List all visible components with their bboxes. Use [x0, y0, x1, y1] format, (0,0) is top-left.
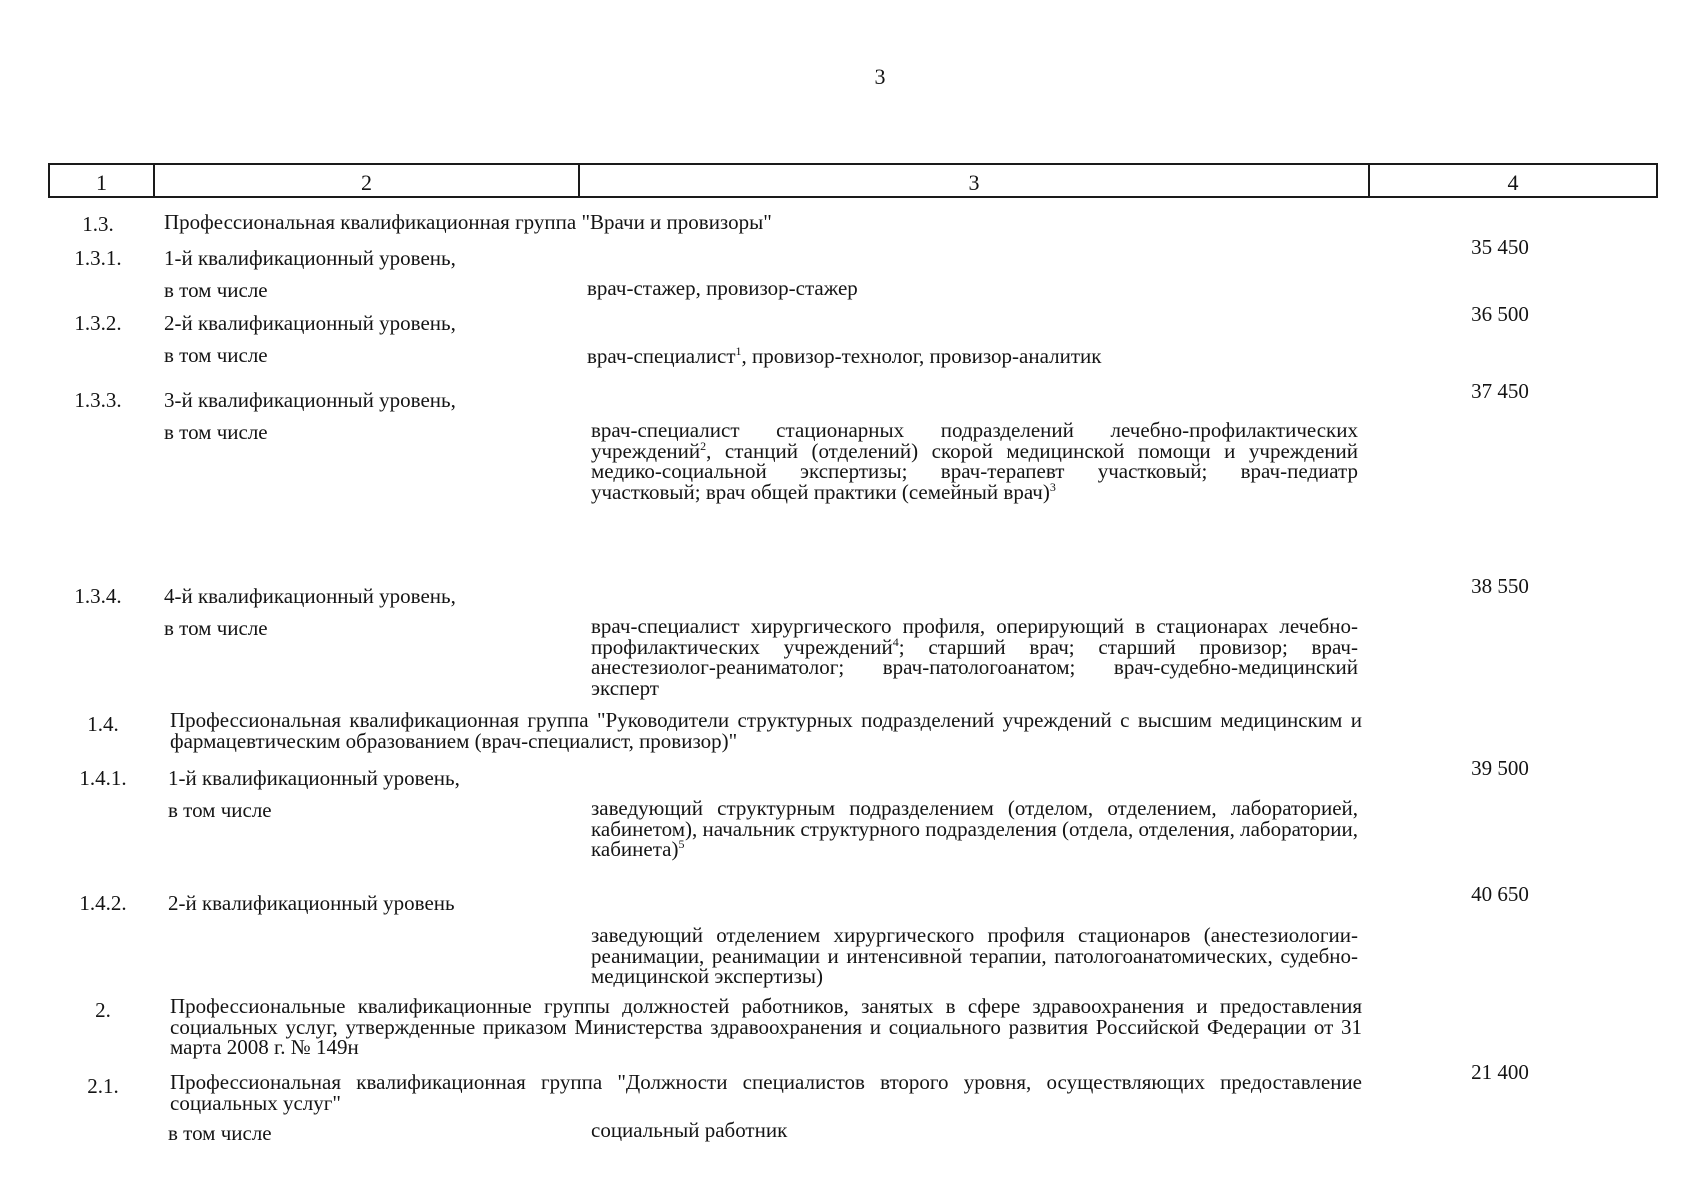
salary-value: 36 500 — [1471, 302, 1529, 326]
level-positions: социальный работник — [591, 1118, 788, 1142]
level-positions: врач-специалист$^1$, провизор-технолог, провизор-аналитик — [587, 344, 1102, 368]
salary-value: 35 450 — [1471, 235, 1529, 259]
level-positions: заведующий отделением хирургического профиля стационаров (анестезиологии-реанимации, реанимации и интенсивной терапии, патологоанатомических, судебно-медицинской экспертизы) — [591, 923, 1358, 989]
row-number: 1.3. — [82, 212, 114, 236]
group-title: Профессиональная квалификационная группа "Должности специалистов второго уровня, осуществляющих предоставление социальных услуг" — [170, 1070, 1362, 1115]
header-col-3: 3 — [580, 165, 1370, 196]
salary-value: 39 500 — [1471, 756, 1529, 780]
level-title: 2-й квалификационный уровень, — [164, 311, 456, 335]
level-positions: врач-специалист стационарных подразделений лечебно-профилактических учреждений$^2$, станций (отделений) скорой медицинской помощи и учреждений медико-социальной экспертизы; врач-терапевт участковый; врач-педиатр участковый; врач общей практики (семейный врач)$^3$ — [591, 418, 1358, 504]
row-number: 2.1. — [87, 1074, 119, 1098]
salary-value: 21 400 — [1471, 1060, 1529, 1084]
group-title: Профессиональная квалификационная группа "Врачи и провизоры" — [164, 210, 772, 234]
level-title: 3-й квалификационный уровень, — [164, 388, 456, 412]
row-number: 1.3.3. — [74, 388, 122, 412]
salary-value: 38 550 — [1471, 574, 1529, 598]
level-sub: в том числе — [168, 1121, 272, 1145]
level-sub: в том числе — [164, 420, 268, 444]
group-title: Профессиональная квалификационная группа "Руководители структурных подразделений учреждений с высшим медицинским и фармацевтическим образованием (врач-специалист, провизор)" — [170, 708, 1362, 753]
level-positions: врач-специалист хирургического профиля, оперирующий в стационарах лечебно-профилактических учреждений$^4$; старший врач; старший провизор; врач-анестезиолог-реаниматолог; врач-патологоанатом; врач-судебно-медицинский эксперт — [591, 614, 1358, 700]
row-number: 1.4.1. — [79, 766, 127, 790]
row-number: 1.3.1. — [74, 246, 122, 270]
table-header — [48, 163, 1658, 198]
level-sub: в том числе — [164, 343, 268, 367]
level-sub: в том числе — [168, 798, 272, 822]
level-sub: в том числе — [164, 616, 268, 640]
page-number: 3 — [874, 64, 886, 89]
row-number: 1.3.2. — [74, 311, 122, 335]
header-col-1: 1 — [50, 165, 155, 196]
group-title: Профессиональные квалификационные группы должностей работников, занятых в сфере здравоохранения и предоставления социальных услуг, утвержденные приказом Министерства здравоохранения и социального развития Российской Федерации от 31 марта 2008 г. № 149н — [170, 994, 1362, 1060]
level-positions: заведующий структурным подразделением (отделом, отделением, лабораторией, кабинетом), начальник структурного подразделения (отдела, отделения, лаборатории, кабинета)$^5$ — [591, 796, 1358, 862]
row-number: 2. — [95, 998, 111, 1022]
level-title: 1-й квалификационный уровень, — [164, 246, 456, 270]
header-col-4: 4 — [1507, 170, 1519, 195]
row-number: 1.4. — [87, 712, 119, 736]
level-sub: в том числе — [164, 278, 268, 302]
level-positions: врач-стажер, провизор-стажер — [587, 276, 858, 300]
row-number: 1.4.2. — [79, 891, 127, 915]
header-col-2: 2 — [155, 165, 580, 196]
level-title: 1-й квалификационный уровень, — [168, 766, 460, 790]
salary-value: 37 450 — [1471, 379, 1529, 403]
row-number: 1.3.4. — [74, 584, 122, 608]
salary-value: 40 650 — [1471, 882, 1529, 906]
level-title: 2-й квалификационный уровень — [168, 891, 455, 915]
level-title: 4-й квалификационный уровень, — [164, 584, 456, 608]
